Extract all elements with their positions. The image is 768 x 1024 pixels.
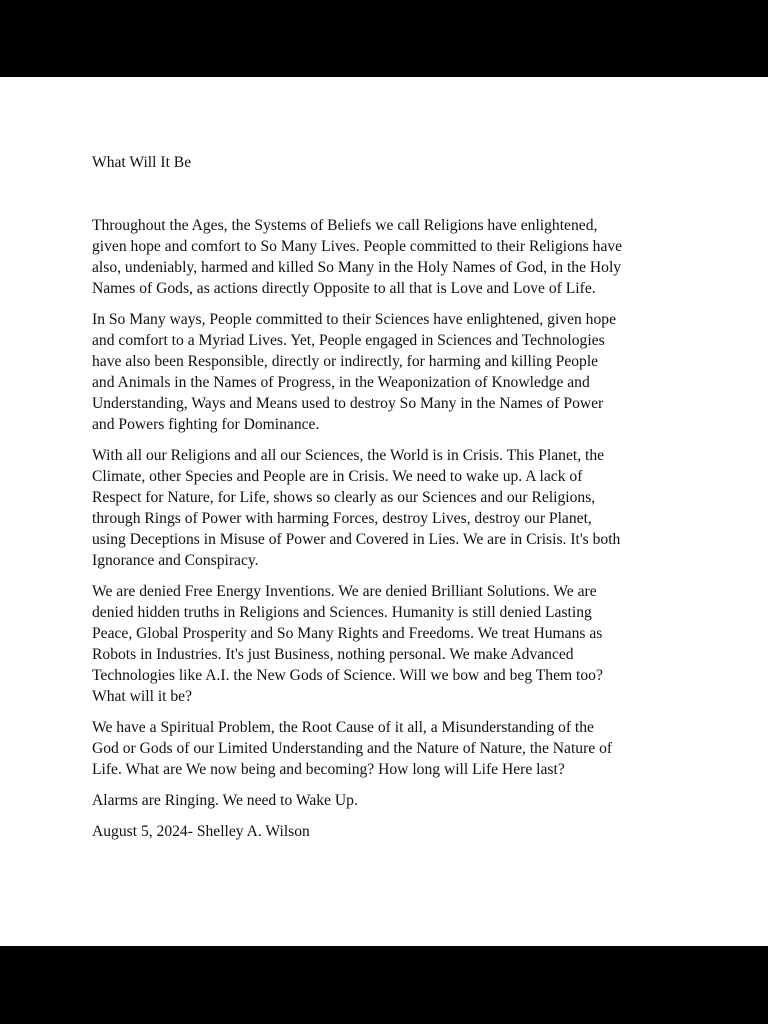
text-line: Ignorance and Conspiracy. [92,552,259,569]
paragraph-4 [92,581,684,707]
document-page [0,77,768,946]
text-line: Names of Gods, as actions directly Opposite to all that is Love and Love of Life. [92,280,596,297]
text-line: Robots in Industries. It's just Business, nothing personal. We make Advanced [92,646,574,663]
text-line: using Deceptions in Misuse of Power and Covered in Lies. We are in Crisis. It's both [92,531,621,548]
text-line: August 5, 2024- Shelley A. Wilson [92,823,310,840]
text-line: Understanding, Ways and Means used to destroy So Many in the Names of Power [92,395,604,412]
text-line: Alarms are Ringing. We need to Wake Up. [92,792,358,809]
text-line: What will it be? [92,688,193,705]
text-line: Respect for Nature, for Life, shows so clearly as our Sciences and our Religions, [92,489,596,506]
text-line: Peace, Global Prosperity and So Many Rights and Freedoms. We treat Humans as [92,625,603,642]
text-line: denied hidden truths in Religions and Sciences. Humanity is still denied Lasting [92,604,592,621]
text-line: With all our Religions and all our Sciences, the World is in Crisis. This Planet, the [92,447,605,464]
text-line: Climate, other Species and People are in Crisis. We need to wake up. A lack of [92,468,583,485]
text-line: and Powers fighting for Dominance. [92,416,320,433]
document-title: What Will It Be [92,154,192,171]
text-line: Life. What are We now being and becoming? How long will Life Here last? [92,761,565,778]
text-line: and Animals in the Names of Progress, in the Weaponization of Knowledge and [92,374,590,391]
text-line: given hope and comfort to So Many Lives. People committed to their Religions have [92,238,623,255]
text-line: God or Gods of our Limited Understanding and the Nature of Nature, the Nature of [92,740,613,757]
paragraph-2 [92,309,684,435]
text-line: and comfort to a Myriad Lives. Yet, People engaged in Sciences and Technologies [92,332,605,349]
document-body [92,215,684,852]
text-line: have also been Responsible, directly or indirectly, for harming and killing People [92,353,599,370]
paragraph-5 [92,717,684,780]
paragraph-3 [92,445,684,571]
paragraph-1 [92,215,684,299]
signature-date [92,821,684,842]
text-line: through Rings of Power with harming Forces, destroy Lives, destroy our Planet, [92,510,592,527]
text-line: We are denied Free Energy Inventions. We are denied Brilliant Solutions. We are [92,583,597,600]
text-line: Throughout the Ages, the Systems of Beliefs we call Religions have enlightened, [92,217,598,234]
text-line: We have a Spiritual Problem, the Root Cause of it all, a Misunderstanding of the [92,719,594,736]
text-line: also, undeniably, harmed and killed So Many in the Holy Names of God, in the Holy [92,259,622,276]
paragraph-6 [92,790,684,811]
text-line: Technologies like A.I. the New Gods of Science. Will we bow and beg Them too? [92,667,603,684]
text-line: In So Many ways, People committed to their Sciences have enlightened, given hope [92,311,616,328]
